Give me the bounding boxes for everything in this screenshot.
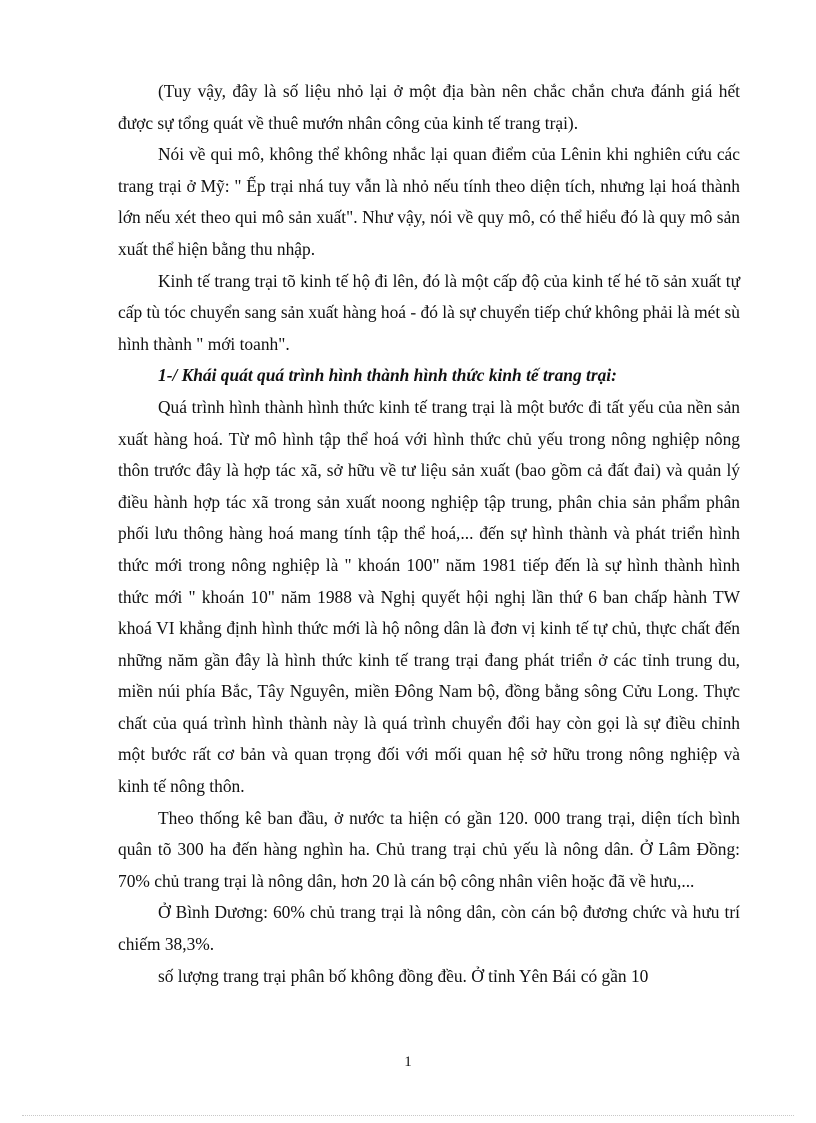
paragraph: Theo thống kê ban đầu, ở nước ta hiện có gần 120. 000 trang trại, diện tích bình quân tõ 300 ha đến hàng nghìn ha. Chủ trang trại chủ yếu là nông dân. Ở Lâm Đồng: 70% chủ trang trại là nông dân, hơn 20 là cán bộ công nhân viên hoặc đã về hưu,... bbox=[118, 807, 740, 891]
paragraph: Ở Bình Dương: 60% chủ trang trại là nông dân, còn cán bộ đương chức và hưu trí chiếm 38,3%. bbox=[118, 902, 740, 955]
paragraph: Quá trình hình thành hình thức kinh tế trang trại là một bước đi tất yếu của nền sản xuất hàng hoá. Từ mô hình tập thể hoá với hình thức chủ yếu trong nông nghiệp nông thôn trước đây là hợp tác xã, sở hữu về tư liệu sản xuất (bao gồm cả đất đai) và quản lý điều hành hợp tác xã trong sản xuất noong nghiệp tập trung, phân chia sản phẩm phân phối lưu thông hàng hoá mang tính tập thể hoá,... đến sự hình thành và phát triển hình thức mới trong nông nghiệp là " khoán 100" năm 1981 tiếp đến là sự hình thành hình thức mới " khoán 10" năm 1988 và Nghị quyết hội nghị lần thứ 6 ban chấp hành TW khoá VI khẳng định hình thức mới là hộ nông dân là đơn vị kinh tế tự chủ, thực chất đến những năm gần đây là hình thức kinh tế trang trại đang phát triển ở các tỉnh trung du, miền núi phía Bắc, Tây Nguyên, miền Đông Nam bộ, đồng bằng sông Cửu Long. Thực chất của quá trình hình thành này là quá trình chuyển đổi hay còn gọi là sự điều chỉnh một bước rất cơ bản và quan trọng đối với mối quan hệ sở hữu trong nông nghiệp và kinh tế nông thôn. bbox=[118, 396, 740, 797]
section-heading: 1-/ Khái quát quá trình hình thành hình thức kinh tế trang trại: bbox=[158, 365, 617, 386]
body-text bbox=[118, 76, 740, 992]
paragraph: Kinh tế trang trại tõ kinh tế hộ đi lên, đó là một cấp độ của kinh tế hé tõ sản xuất tự cấp tù tóc chuyển sang sản xuất hàng hoá - đó là sự chuyển tiếp chứ không phải là mét sù hình thành " mới toanh". bbox=[118, 270, 740, 354]
paragraph: số lượng trang trại phân bố không đồng đều. Ở tỉnh Yên Bái có gần 10 bbox=[158, 965, 649, 986]
page-bottom-divider bbox=[22, 1115, 794, 1116]
paragraph: (Tuy vậy, đây là số liệu nhỏ lại ở một địa bàn nên chắc chắn chưa đánh giá hết được sự tổng quát về thuê mướn nhân công của kinh tế trang trại). bbox=[118, 81, 740, 133]
page-number: 1 bbox=[404, 1054, 412, 1070]
paragraph: Nói về qui mô, không thể không nhắc lại quan điểm của Lênin khi nghiên cứu các trang trại ở Mỹ: " Ếp trại nhá tuy vẫn là nhỏ nếu tính theo diện tích, nhưng lại hoá thành lớn nếu xét theo qui mô sản xuất". Như vậy, nói về quy mô, có thể hiểu đó là quy mô sản xuất thể hiện bằng thu nhập. bbox=[118, 144, 740, 259]
